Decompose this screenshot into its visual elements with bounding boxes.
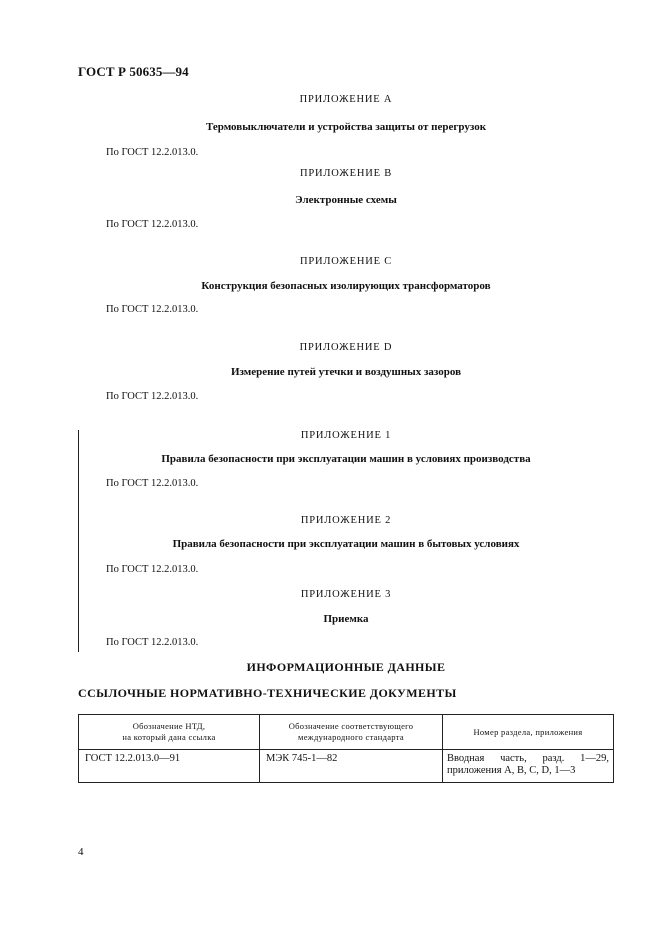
appendix-3-ref: По ГОСТ 12.2.013.0. xyxy=(106,637,199,648)
header-intl-line2: международного стандарта xyxy=(298,732,404,742)
appendix-1-label: ПРИЛОЖЕНИЕ 1 xyxy=(300,430,392,441)
appendix-2-title: Правила безопасности при эксплуатации машин в бытовых условиях xyxy=(172,538,520,550)
cell-sections xyxy=(443,750,614,783)
cell-sections-line1: Вводная часть, разд. 1—29, xyxy=(447,753,609,764)
appendix-3-title: Приемка xyxy=(323,613,369,625)
reference-table xyxy=(78,714,614,783)
header-intl-line1: Обозначение соответствующего xyxy=(288,721,414,731)
appendix-a-ref: По ГОСТ 12.2.013.0. xyxy=(106,147,199,158)
cell-sections-line2: приложения А, В, С, D, 1—3 xyxy=(447,765,576,776)
appendix-b-label: ПРИЛОЖЕНИЕ В xyxy=(299,168,393,179)
header-intl-standard xyxy=(260,715,443,750)
appendix-2-ref: По ГОСТ 12.2.013.0. xyxy=(106,564,199,575)
appendix-d-label: ПРИЛОЖЕНИЕ D xyxy=(299,342,393,353)
cell-ntd: ГОСТ 12.2.013.0—91 xyxy=(79,750,260,783)
appendix-a-title: Термовыключатели и устройства защиты от перегрузок xyxy=(205,121,487,133)
header-ntd xyxy=(79,715,260,750)
appendix-b-ref: По ГОСТ 12.2.013.0. xyxy=(106,219,199,230)
header-sections: Номер раздела, приложения xyxy=(443,715,614,750)
page-number: 4 xyxy=(78,846,84,858)
reference-docs-title: ССЫЛОЧНЫЕ НОРМАТИВНО-ТЕХНИЧЕСКИЕ ДОКУМЕНТЫ xyxy=(78,686,457,700)
cell-intl: МЭК 745-1—82 xyxy=(260,750,443,783)
appendix-1-title: Правила безопасности при эксплуатации машин в условиях производства xyxy=(161,453,531,465)
document-header: ГОСТ Р 50635—94 xyxy=(78,64,189,79)
appendix-b-title: Электронные схемы xyxy=(295,194,397,206)
header-ntd-line2: на который дана ссылка xyxy=(122,732,216,742)
appendix-c-ref: По ГОСТ 12.2.013.0. xyxy=(106,304,199,315)
table-row xyxy=(79,750,614,783)
appendix-c-title: Конструкция безопасных изолирующих трансформаторов xyxy=(201,280,491,292)
appendix-3-label: ПРИЛОЖЕНИЕ 3 xyxy=(300,589,392,600)
appendix-1-ref: По ГОСТ 12.2.013.0. xyxy=(106,478,199,489)
appendix-2-label: ПРИЛОЖЕНИЕ 2 xyxy=(300,515,392,526)
appendix-a-label: ПРИЛОЖЕНИЕ А xyxy=(299,94,393,105)
header-ntd-line1: Обозначение НТД, xyxy=(132,721,206,731)
appendix-d-title: Измерение путей утечки и воздушных зазоров xyxy=(230,366,462,378)
table-header-row xyxy=(79,715,614,750)
appendix-c-label: ПРИЛОЖЕНИЕ С xyxy=(299,256,393,267)
appendix-d-ref: По ГОСТ 12.2.013.0. xyxy=(106,391,199,402)
info-data-title: ИНФОРМАЦИОННЫЕ ДАННЫЕ xyxy=(246,660,446,674)
